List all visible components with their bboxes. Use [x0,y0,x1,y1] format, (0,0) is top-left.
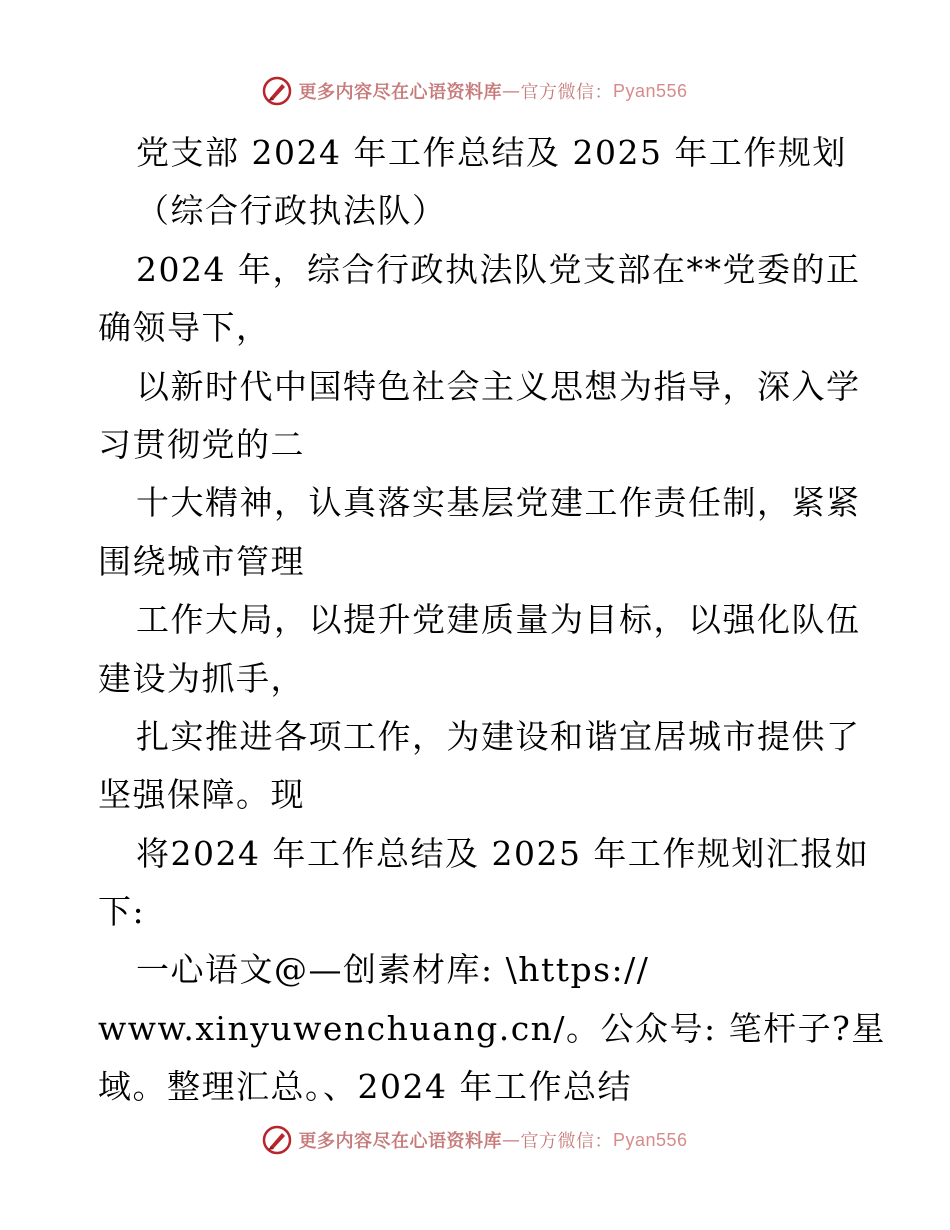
banner-official-label: 官方微信： [520,1131,613,1152]
document-body [98,124,886,1117]
paragraph-line: 坚强保障。现 [98,775,305,815]
paragraph-line: 2024 年，综合行政执法队党支部在**党委的正 [136,249,861,289]
banner-wechat-id: Pyan556 [612,80,688,101]
banner-separator: — [501,80,521,102]
header-banner [0,71,950,111]
banner-brand: 更多内容尽在心语资料库 [298,82,502,103]
paragraph-line: 习贯彻党的二 [98,424,305,464]
paragraph-line: www.xinyuwenchuang.cn/。公众号: 笔杆子?星 [98,1008,886,1048]
paragraph-line: 围绕城市管理 [98,541,305,581]
paragraph-line: 下: [98,892,146,932]
paragraph-line: 域。整理汇总。、2024 年工作总结 [98,1067,632,1107]
banner-official-label: 官方微信： [520,82,613,103]
paragraph-line: 扎实推进各项工作，为建设和谐宜居城市提供了 [136,716,861,756]
paragraph-line: 一心语文@—创素材库: \https:// [136,950,650,990]
banner-wechat-id: Pyan556 [612,1129,688,1150]
banner-separator: — [501,1129,521,1151]
paragraph-line: 建设为抓手， [98,658,305,698]
pen-logo-icon [262,1125,292,1155]
banner-brand: 更多内容尽在心语资料库 [298,1131,502,1152]
paragraph-line: 确领导下， [98,308,271,348]
paragraph-line: 工作大局，以提升党建质量为目标，以强化队伍 [136,600,861,640]
document-subtitle: （综合行政执法队） [136,191,447,231]
document-title: 党支部 2024 年工作总结及 2025 年工作规划 [136,133,847,172]
paragraph-line: 以新时代中国特色社会主义思想为指导，深入学 [136,366,861,406]
paragraph-line: 十大精神，认真落实基层党建工作责任制，紧紧 [136,483,861,523]
pen-logo-icon [262,76,292,106]
footer-banner [0,1120,950,1160]
paragraph-line: 将2024 年工作总结及 2025 年工作规划汇报如 [136,833,870,873]
